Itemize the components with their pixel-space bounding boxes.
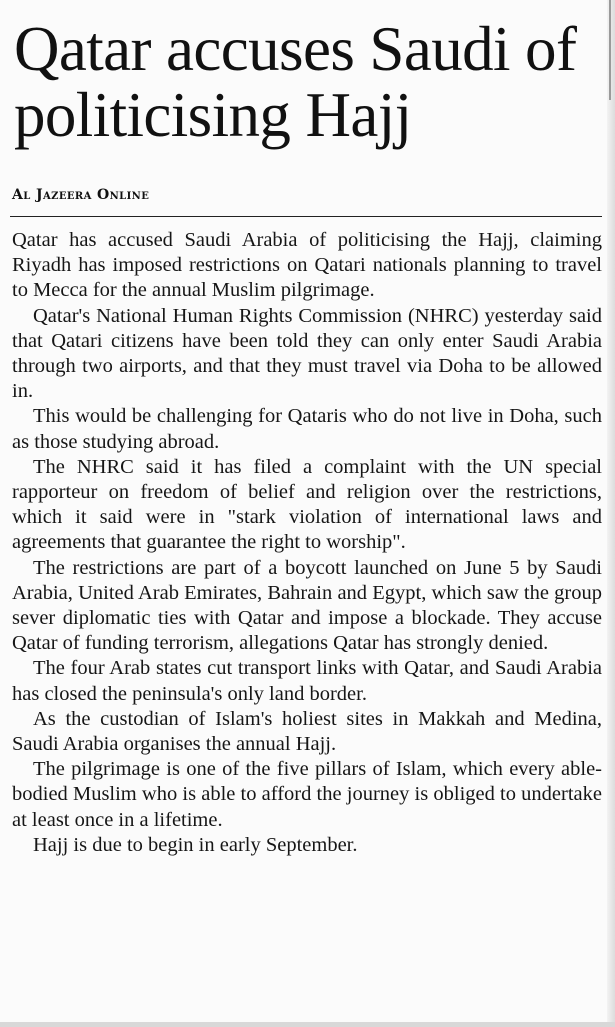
paragraph: The pilgrimage is one of the five pillars of Islam, which every able-bodied Muslim who is able to afford the journey is obliged to undertake at least once in a lifetime. <box>12 758 602 831</box>
paragraph: This would be challenging for Qataris who do not live in Doha, such as those studying abroad. <box>12 405 602 453</box>
paragraph: Qatar's National Human Rights Commission (NHRC) yesterday said that Qatari citizens have been told they can only enter Saudi Arabia through two airports, and that they must travel via Doha to be allowed in. <box>12 304 602 403</box>
byline-divider <box>10 216 602 217</box>
paragraph: The NHRC said it has filed a complaint with the UN special rapporteur on freedom of belief and religion over the restrictions, which it said were in "stark violation of international laws and agreements that guarantee the right to worship". <box>12 455 602 554</box>
byline: Al Jazeera Online <box>12 187 150 203</box>
page-bottom-edge <box>0 1022 615 1027</box>
paragraph: As the custodian of Islam's holiest sites in Makkah and Medina, Saudi Arabia organises the annual Hajj. <box>12 707 602 756</box>
article-body <box>12 228 602 858</box>
page-edge-line <box>609 0 611 100</box>
paragraph: Qatar has accused Saudi Arabia of politicising the Hajj, claiming Riyadh has imposed restrictions on Qatari nationals planning to travel to Mecca for the annual Muslim pilgrimage. <box>12 229 602 302</box>
paragraph: The four Arab states cut transport links with Qatar, and Saudi Arabia has closed the peninsula's only land border. <box>12 657 602 705</box>
paragraph: Hajj is due to begin in early September. <box>33 833 358 856</box>
paragraph: The restrictions are part of a boycott launched on June 5 by Saudi Arabia, United Arab Emirates, Bahrain and Egypt, which saw the group sever diplomatic ties with Qatar and impose a blockade. They accuse Qatar of funding terrorism, allegations Qatar has strongly denied. <box>12 556 602 655</box>
headline: Qatar accuses Saudi of politicising Hajj <box>14 14 577 150</box>
page-edge-shadow <box>607 0 615 1027</box>
